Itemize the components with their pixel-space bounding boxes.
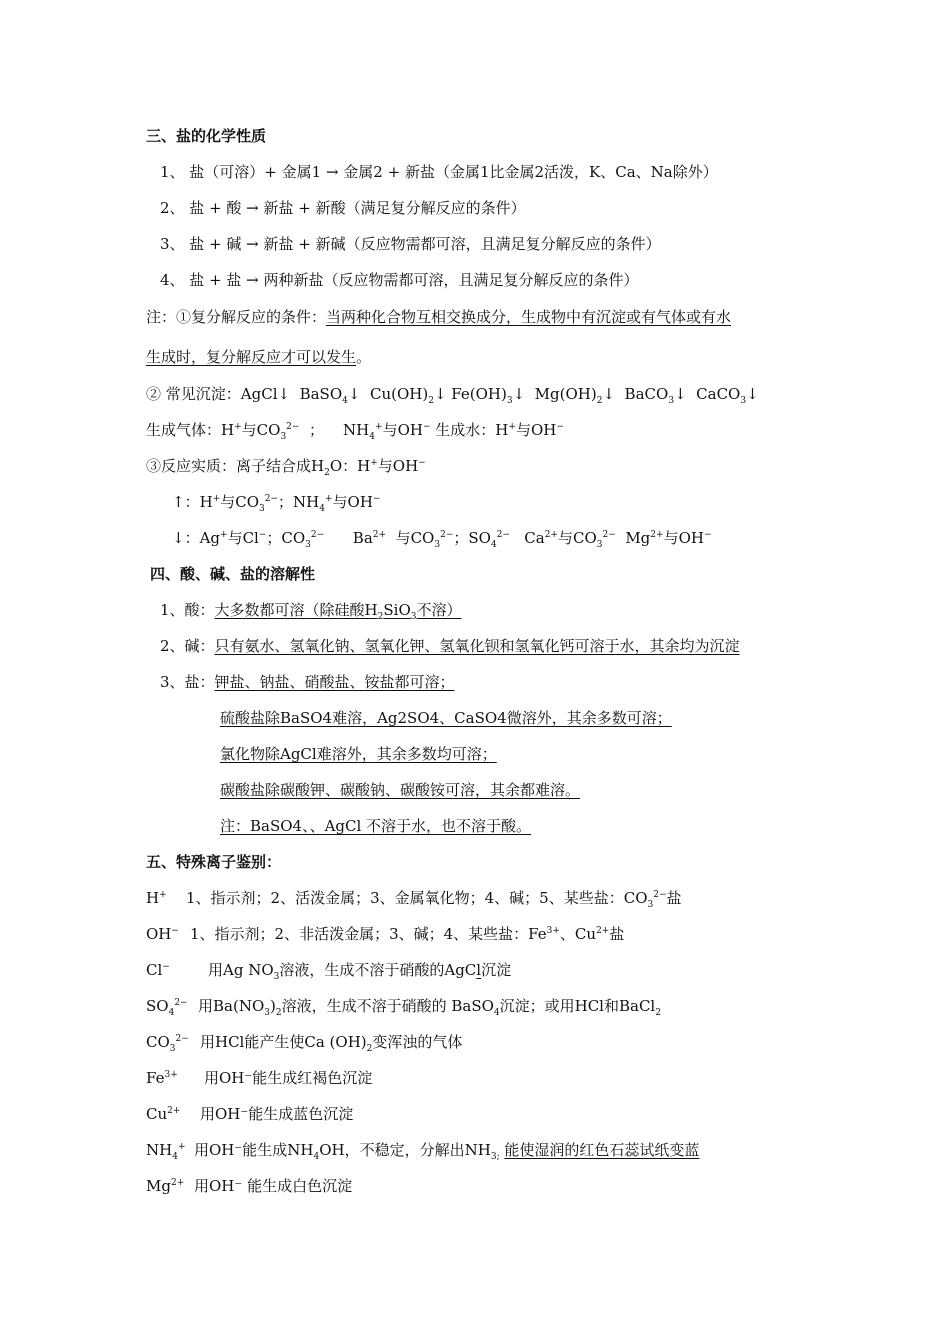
acid-text-b: SiO bbox=[383, 601, 411, 619]
section3-item-2: 2、 盐 + 酸 → 新盐 + 新酸（满足复分解反应的条件） bbox=[160, 199, 526, 217]
precip-label: ② 常见沉淀： bbox=[146, 385, 241, 403]
ion-fe-row bbox=[146, 1068, 372, 1088]
ion-oh-text: 1、指示剂；2、非活泼金属；3、碱；4、某些盐：Fe bbox=[190, 925, 547, 943]
essence-tail: O：H bbox=[329, 457, 371, 475]
water-label: 生成水： bbox=[435, 421, 496, 439]
ion-cl-row: Cl− 用Ag $NO_3$溶液，生成不溶于硝酸的AgCl沉淀 bbox=[146, 961, 512, 982]
acid-label: 1、酸： bbox=[160, 601, 215, 619]
ion-so4-row: $SO_4^{2-}$ 用$Ba(NO_3)_2$溶液，生成不溶于硝酸的 BaSO$_4$沉淀；或用HCl和BaCl$_2$ bbox=[146, 997, 661, 1018]
acid-text-a: 大多数都可溶（除硅酸H bbox=[214, 601, 378, 619]
salt-text: 钾盐、钠盐、硝酸盐、铵盐都可溶； bbox=[214, 673, 455, 691]
ion-fe-text: 用OH⁻能生成红褐色沉淀 bbox=[204, 1069, 373, 1087]
acid-text-c: 不溶） bbox=[416, 601, 462, 619]
ion-h-label: H+ bbox=[146, 889, 167, 907]
note-underlined-1: 当两种化合物互相交换成分，生成物中有沉淀或有气体或有水 bbox=[326, 308, 732, 326]
ion-oh-row: OH− 1、指示剂；2、非活泼金属；3、碱；4、某些盐：$Fe^{3+}$、$Cu^{2+}$盐 bbox=[146, 925, 625, 943]
section4-title: 四、酸、碱、盐的溶解性 bbox=[150, 565, 316, 583]
salt-line bbox=[160, 672, 455, 692]
ion-so4-label: $SO_4^{2-}$ bbox=[146, 997, 188, 1018]
up-label: ↑： bbox=[172, 493, 200, 511]
ion-so4-text-a: 用Ba(NO bbox=[198, 997, 265, 1015]
ion-h-text: 1、指示剂；2、活泼金属；3、金属氧化物；4、碱；5、某些盐：CO bbox=[186, 889, 648, 907]
ion-cl-text-d: 沉淀 bbox=[481, 961, 512, 979]
chloride-line: 氯化物除AgCl难溶外，其余多数均可溶； bbox=[220, 745, 497, 763]
ion-cu-text: 用OH⁻能生成蓝色沉淀 bbox=[200, 1105, 354, 1123]
note-prefix: 注：①复分解反应的条件： bbox=[146, 308, 327, 326]
section3-item-1: 1、 盐（可溶）+ 金属1 → 金属2 + 新盐（金属1比金属2活泼，K、Ca、Na除外） bbox=[160, 163, 718, 181]
essence-label: ③反应实质：离子结合成H bbox=[146, 457, 325, 475]
ion-h-row: H+ 1、指示剂；2、活泼金属；3、金属氧化物；4、碱；5、某些盐：$CO_3^{2-}$盐 bbox=[146, 889, 682, 910]
base-text: 只有氨水、氢氧化钠、氢氧化钾、氢氧化钡和氢氧化钙可溶于水，其余均为沉淀 bbox=[214, 637, 740, 655]
ion-nh4-text-b: OH，不稳定，分解出NH bbox=[319, 1141, 491, 1159]
ion-cl-label: Cl− bbox=[146, 961, 170, 979]
insoluble-note: 注：BaSO4、、AgCl 不溶于水，也不溶于酸。 bbox=[220, 817, 532, 835]
ion-cl-text-a: 用Ag NO bbox=[208, 961, 274, 979]
note-underlined-2: 生成时，复分解反应才可以发生 bbox=[146, 348, 357, 366]
precip-ions-line: ↓：Ag+与Cl−；$CO_3^{2-}$ $Ba^{2+}$ 与$CO_3^{2-}$；$SO_4^{2-}$ $Ca^{2+}$与$CO_3^{2-}$ $Mg^{2+}$与OH− bbox=[172, 529, 712, 550]
ion-cu-label: $Cu^{2+}$ bbox=[146, 1105, 181, 1123]
base-line bbox=[160, 636, 740, 656]
section3-title: 三、盐的化学性质 bbox=[146, 127, 267, 145]
base-label: 2、碱： bbox=[160, 637, 215, 655]
ion-nh4-text-a: 用OH⁻能生成NH bbox=[194, 1141, 314, 1159]
section3-item-3: 3、 盐 + 碱 → 新盐 + 新碱（反应物需都可溶，且满足复分解反应的条件） bbox=[160, 235, 661, 253]
ion-co3-text-a: 用HCl能产生使Ca (OH) bbox=[200, 1033, 367, 1051]
ion-mg-row bbox=[146, 1176, 352, 1196]
carbonate-line: 碳酸盐除碳酸钾、碳酸钠、碳酸铵可溶，其余都难溶。 bbox=[220, 781, 581, 799]
ion-so4-text-c: 沉淀；或用HCl和BaCl bbox=[499, 997, 656, 1015]
acid-line bbox=[160, 600, 462, 620]
gas-label: 生成气体： bbox=[146, 421, 222, 439]
ion-fe-label: $Fe^{3+}$ bbox=[146, 1069, 178, 1087]
ion-cu-row bbox=[146, 1104, 353, 1124]
ion-cl-text-b: 溶液，生成不溶于硝酸的AgC bbox=[279, 961, 477, 979]
acid-text: 大多数都可溶（除硅酸$H_2SiO_3$不溶） bbox=[214, 601, 462, 622]
ion-mg-text: 用OH⁻ 能生成白色沉淀 bbox=[194, 1177, 353, 1195]
ion-mg-label: $Mg^{2+}$ bbox=[146, 1177, 185, 1195]
ion-nh4-label: $NH_4^+$ bbox=[146, 1141, 186, 1162]
ion-co3-text-b: 变浑浊的气体 bbox=[372, 1033, 463, 1051]
ion-co3-row: $CO_3^{2-}$ 用HCl能产生使Ca $(OH)_2$变浑浊的气体 bbox=[146, 1033, 463, 1054]
down-label: ↓： bbox=[172, 529, 200, 547]
ion-nh4-text-c: 能使湿润的红色石蕊试纸变蓝 bbox=[504, 1141, 700, 1159]
ion-cl-text-c: l bbox=[476, 961, 482, 979]
ion-oh-label: OH− bbox=[146, 925, 179, 943]
salt-label: 3、盐： bbox=[160, 673, 215, 691]
reaction-essence: ③反应实质：离子结合成$H_2O$：H+与OH− bbox=[146, 457, 426, 478]
sulfate-line: 硫酸盐除BaSO4难溶，Ag2SO4、CaSO4微溶外，其余多数可溶； bbox=[220, 709, 672, 727]
note-condition-line1 bbox=[146, 307, 731, 327]
ion-h-tail: 盐 bbox=[666, 889, 682, 907]
ion-co3-label: $CO_3^{2-}$ bbox=[146, 1033, 189, 1054]
note-condition-line2 bbox=[146, 347, 371, 367]
section3-item-4: 4、 盐 + 盐 → 两种新盐（反应物需都可溶，且满足复分解反应的条件） bbox=[160, 271, 639, 289]
common-precipitates: ② 常见沉淀：AgCl↓ BaSO$_4$↓ $Cu(OH)_2↓$ $Fe(OH)_3↓$ $Mg(OH)_2↓$ BaCO$_3$↓ CaCO$_3$↓ bbox=[146, 385, 759, 406]
ion-so4-text-b: 溶液，生成不溶于硝酸的 BaSO bbox=[281, 997, 494, 1015]
gas-ions-line: ↑：H+与$CO_3^{2-}$；$NH_4^+$与OH− bbox=[172, 493, 381, 514]
gas-water-line: 生成气体：H+与$CO_3^{2-}$ ； $NH_4^+$与OH− 生成水：H+与OH− bbox=[146, 421, 564, 442]
section5-title: 五、特殊离子鉴别： bbox=[146, 853, 282, 871]
ion-nh4-row: $NH_4^+$ 用OH⁻能生成$NH_4OH$，不稳定，分解出$NH_{3;}$ 能使湿润的红色石蕊试纸变蓝 bbox=[146, 1141, 700, 1162]
note-end: 。 bbox=[356, 348, 372, 366]
